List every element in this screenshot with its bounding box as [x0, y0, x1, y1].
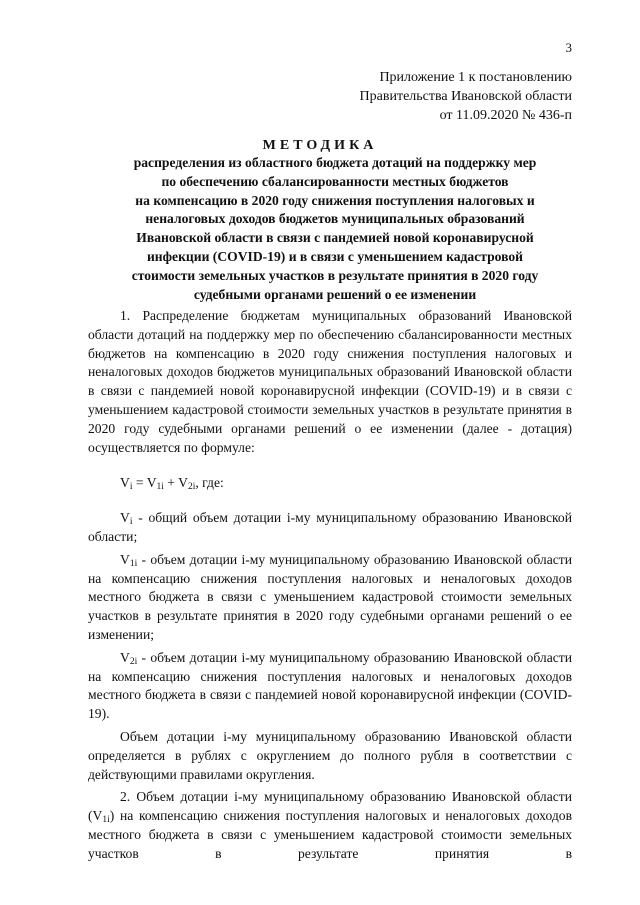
definition-v2i: $V_{2i}$ - объем дотации i-му муниципальному образованию Ивановской области на компенсацию снижения поступления налоговых и неналоговых доходов местного бюджета в связи с пандемией новой коронавирусной инфекции (COVID-19).: [88, 649, 572, 722]
appendix-line: Правительства Ивановской области: [359, 89, 572, 104]
document-subtitle: [90, 154, 580, 304]
subtitle-line: судебными органами решений о ее изменении: [193, 286, 477, 302]
formula: $V_i = V_{1i} + V_{2i}$, где:: [120, 475, 224, 493]
appendix-line: Приложение 1 к постановлению: [379, 70, 572, 85]
subtitle-line: Ивановской области в связи с пандемией новой коронавирусной: [136, 230, 534, 246]
appendix-line: от 11.09.2020 № 436-п: [439, 108, 572, 123]
document-body: [88, 307, 572, 864]
document-title: МЕТОДИКА: [262, 138, 378, 153]
subtitle-line: на компенсацию в 2020 году снижения поступления налоговых и: [135, 192, 535, 208]
subtitle-line: стоимости земельных участков в результате принятия в 2020 году: [131, 267, 539, 283]
subtitle-line: распределения из областного бюджета дотаций на поддержку мер: [133, 155, 537, 170]
paragraph-1: 1. Распределение бюджетам муниципальных образований Ивановской области дотаций на поддержку мер по обеспечению сбалансированности местных бюджетов на компенсацию в 2020 году снижения поступления налоговых и неналоговых доходов бюджетов муниципальных образований Ивановской области в связи с пандемией новой коронавирусной инфекции (COVID-19) и в связи с уменьшением кадастровой стоимости земельных участков в результате принятия в 2020 году судебными органами решений о ее изменении (далее - дотация) осуществляется по формуле:: [88, 308, 572, 455]
subtitle-line: неналоговых доходов бюджетов муниципальных образований: [145, 211, 525, 227]
definition-v1i: $V_{1i}$ - объем дотации i-му муниципальному образованию Ивановской области на компенсацию снижения поступления налоговых и неналоговых доходов местного бюджета в связи с уменьшением кадастровой стоимости земельных участков в результате принятия в 2020 году судебными органами решений о ее изменении;: [88, 551, 572, 642]
page-number: 3: [565, 40, 572, 55]
appendix-header: [360, 68, 572, 125]
definition-vi: $V_i$ - общий объем дотации i-му муниципальному образованию Ивановской области;: [88, 510, 572, 544]
subtitle-line: инфекции (COVID-19) и в связи с уменьшением кадастровой: [146, 248, 524, 264]
rounding-paragraph: Объем дотации i-му муниципальному образованию Ивановской области определяется в рублях с округлением до полного рубля в соответствии с действующими правилами округления.: [88, 728, 572, 782]
paragraph-2: 2. Объем дотации i-му муниципальному образованию Ивановской области $(V_{1i})$ на компенсацию снижения поступления налоговых и неналоговых доходов местного бюджета в связи с уменьшением кадастровой стоимости земельных участков в результате принятия в: [88, 789, 572, 861]
subtitle-line: по обеспечению сбалансированности местных бюджетов: [161, 173, 509, 189]
